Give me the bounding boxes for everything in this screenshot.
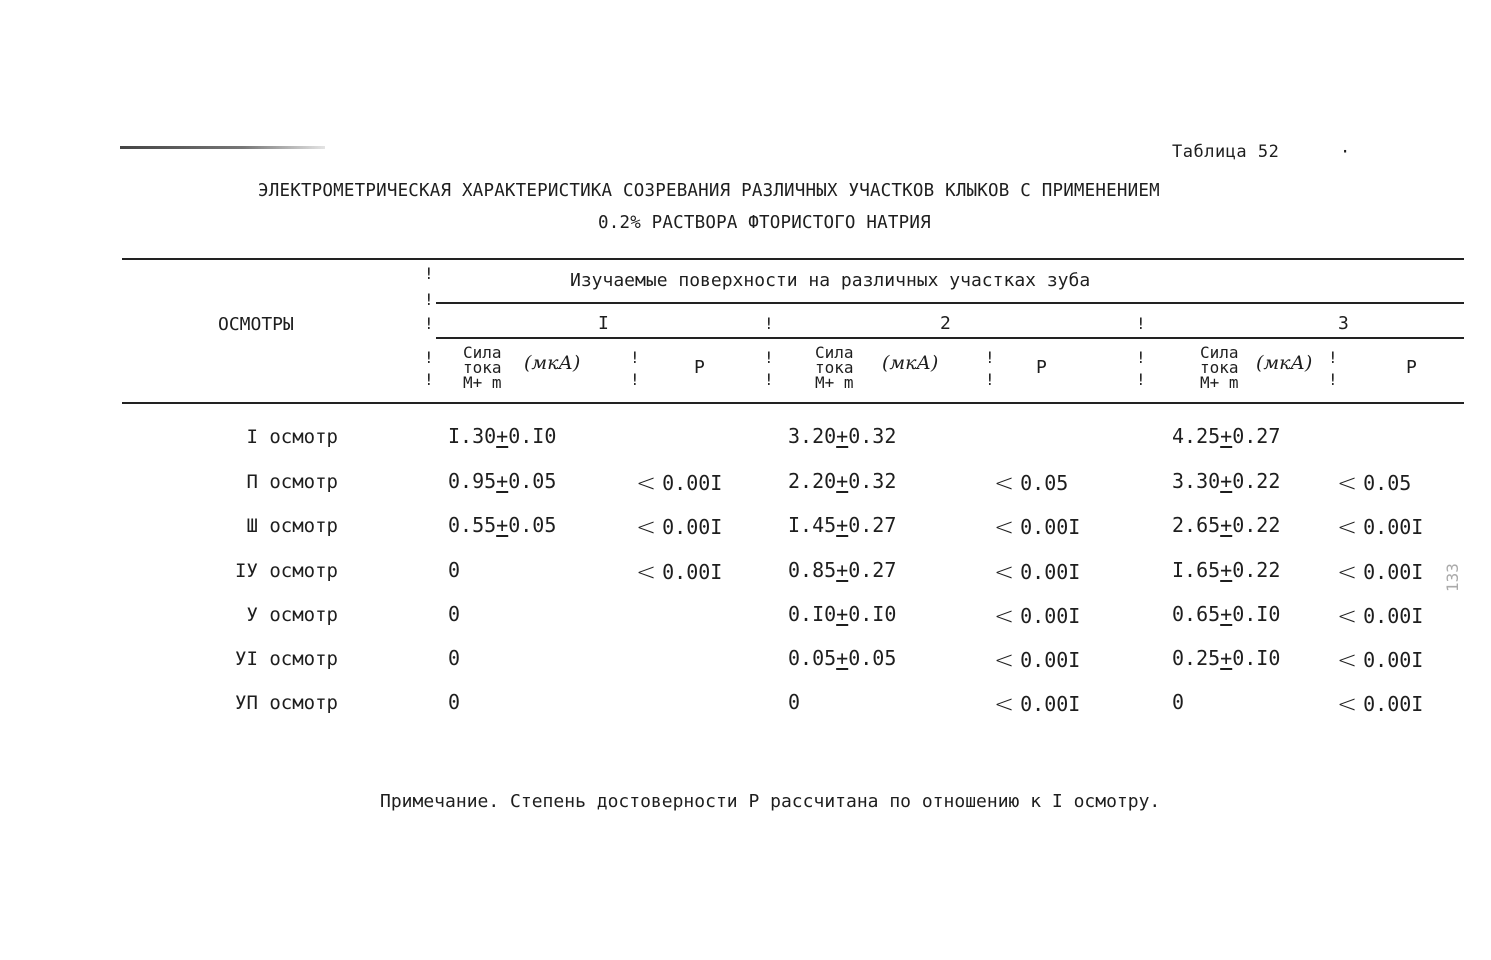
- p-number: 0.00I: [1363, 604, 1424, 628]
- current-label-s3-line2: тока: [1200, 358, 1239, 377]
- less-than-sign: <: [1337, 469, 1358, 497]
- separator-mark: !: [424, 348, 434, 367]
- row-label: У осмотр: [246, 604, 338, 626]
- current-value-section-1: I.30+0.I0: [448, 424, 557, 448]
- separator-mark: !: [1136, 370, 1146, 389]
- separator-mark: !: [630, 348, 640, 367]
- p-value-section-1: [636, 469, 722, 497]
- current-value-section-2: 2.20+0.32: [788, 469, 897, 493]
- current-unit-s2: (мкА): [882, 352, 939, 374]
- less-than-sign: <: [1337, 602, 1358, 630]
- p-header-s3: P: [1406, 357, 1417, 378]
- p-number: 0.00I: [1020, 515, 1081, 539]
- current-value-section-1: 0: [448, 602, 461, 626]
- less-than-sign: <: [994, 558, 1015, 586]
- less-than-sign: <: [636, 513, 657, 541]
- separator-mark: !: [630, 370, 640, 389]
- less-than-sign: <: [1337, 513, 1358, 541]
- separator-mark: !: [1136, 314, 1146, 333]
- p-number: 0.00I: [1020, 692, 1081, 716]
- p-number: 0.00I: [1020, 648, 1081, 672]
- current-value-section-1: 0.95+0.05: [448, 469, 557, 493]
- less-than-sign: <: [1337, 690, 1358, 718]
- current-label-s2-line2: тока: [815, 358, 854, 377]
- p-value-section-3: [1337, 558, 1423, 586]
- separator-mark: !: [424, 370, 434, 389]
- current-label-s2-line3: M+ m: [815, 373, 854, 392]
- current-value-section-2: 0.05+0.05: [788, 646, 897, 670]
- p-number: 0.00I: [1363, 560, 1424, 584]
- separator-mark: !: [424, 314, 434, 333]
- separator-mark: !: [1328, 348, 1338, 367]
- p-number: 0.00I: [662, 471, 723, 495]
- separator-mark: !: [764, 314, 774, 333]
- less-than-sign: <: [636, 558, 657, 586]
- p-value-section-3: [1337, 513, 1423, 541]
- p-number: 0.00I: [1363, 692, 1424, 716]
- less-than-sign: <: [994, 469, 1015, 497]
- p-value-section-2: [994, 513, 1080, 541]
- p-number: 0.00I: [1363, 515, 1424, 539]
- row-label: П осмотр: [246, 471, 338, 493]
- row-label: УП осмотр: [235, 692, 338, 714]
- margin-page-mark: 133: [1442, 563, 1462, 592]
- separator-mark: !: [1328, 370, 1338, 389]
- separator-mark: !: [424, 264, 434, 283]
- current-label-s1-line1: Сила: [463, 343, 502, 362]
- separator-mark: !: [985, 370, 995, 389]
- p-number: 0.00I: [1020, 604, 1081, 628]
- p-header-s2: P: [1036, 357, 1047, 378]
- row-label: УI осмотр: [235, 648, 338, 670]
- less-than-sign: <: [994, 646, 1015, 674]
- less-than-sign: <: [1337, 558, 1358, 586]
- current-label-s2-line1: Сила: [815, 343, 854, 362]
- current-value-section-2: 0: [788, 690, 801, 714]
- table-number-dot: ·: [1340, 142, 1351, 162]
- p-value-section-3: [1337, 469, 1411, 497]
- current-value-section-1: 0: [448, 690, 461, 714]
- p-value-section-1: [636, 558, 722, 586]
- pen-stroke-decoration: [120, 146, 325, 149]
- current-label-s3-line1: Сила: [1200, 343, 1239, 362]
- p-value-section-2: [994, 690, 1080, 718]
- less-than-sign: <: [1337, 646, 1358, 674]
- current-unit-s3: (мкА): [1256, 352, 1313, 374]
- less-than-sign: <: [636, 469, 657, 497]
- p-value-section-3: [1337, 690, 1423, 718]
- row-label: Ш осмотр: [246, 515, 338, 537]
- current-value-section-3: 3.30+0.22: [1172, 469, 1281, 493]
- current-value-section-3: 4.25+0.27: [1172, 424, 1281, 448]
- section-header-1: I: [598, 313, 609, 334]
- current-value-section-1: 0: [448, 558, 461, 582]
- section-header-2: 2: [940, 313, 951, 334]
- current-value-section-3: 0.25+0.I0: [1172, 646, 1281, 670]
- current-value-section-3: 2.65+0.22: [1172, 513, 1281, 537]
- current-label-s3-line3: M+ m: [1200, 373, 1239, 392]
- p-value-section-3: [1337, 602, 1423, 630]
- p-number: 0.05: [1020, 471, 1069, 495]
- current-value-section-1: 0: [448, 646, 461, 670]
- current-label-s1-line2: тока: [463, 358, 502, 377]
- p-value-section-3: [1337, 646, 1423, 674]
- current-value-section-3: 0.65+0.I0: [1172, 602, 1281, 626]
- current-value-section-2: 0.I0+0.I0: [788, 602, 897, 626]
- p-number: 0.00I: [662, 515, 723, 539]
- table-header-bottom-rule: [122, 402, 1464, 404]
- current-value-section-2: I.45+0.27: [788, 513, 897, 537]
- p-number: 0.05: [1363, 471, 1412, 495]
- less-than-sign: <: [994, 513, 1015, 541]
- separator-mark: !: [985, 348, 995, 367]
- table-title-line2: 0.2% РАСТВОРА ФТОРИСТОГО НАТРИЯ: [598, 213, 931, 233]
- current-value-section-3: 0: [1172, 690, 1185, 714]
- current-value-section-2: 3.20+0.32: [788, 424, 897, 448]
- less-than-sign: <: [994, 690, 1015, 718]
- surfaces-group-header: Изучаемые поверхности на различных участках зуба: [570, 270, 1091, 291]
- current-unit-s1: (мкА): [524, 352, 581, 374]
- row-label: IУ осмотр: [235, 560, 338, 582]
- section-header-3: 3: [1338, 313, 1349, 334]
- current-value-section-2: 0.85+0.27: [788, 558, 897, 582]
- p-number: 0.00I: [662, 560, 723, 584]
- current-label-s1-line3: M+ m: [463, 373, 502, 392]
- p-value-section-2: [994, 469, 1068, 497]
- separator-mark: !: [764, 370, 774, 389]
- separator-mark: !: [764, 348, 774, 367]
- table-footnote: Примечание. Степень достоверности P рассчитана по отношению к I осмотру.: [380, 791, 1161, 812]
- separator-mark: !: [424, 290, 434, 309]
- current-value-section-3: I.65+0.22: [1172, 558, 1281, 582]
- p-value-section-2: [994, 646, 1080, 674]
- current-value-section-1: 0.55+0.05: [448, 513, 557, 537]
- separator-mark: !: [1136, 348, 1146, 367]
- p-number: 0.00I: [1020, 560, 1081, 584]
- p-value-section-2: [994, 558, 1080, 586]
- table-header-rule-2: [436, 337, 1464, 339]
- table-header-rule-1: [436, 302, 1464, 304]
- row-label: I осмотр: [246, 426, 338, 448]
- p-value-section-2: [994, 602, 1080, 630]
- rows-header-label: ОСМОТРЫ: [218, 314, 294, 335]
- table-number: Таблица 52: [1172, 142, 1280, 162]
- p-header-s1: P: [694, 357, 705, 378]
- less-than-sign: <: [994, 602, 1015, 630]
- table-title-line1: ЭЛЕКТРОМЕТРИЧЕСКАЯ ХАРАКТЕРИСТИКА СОЗРЕВАНИЯ РАЗЛИЧНЫХ УЧАСТКОВ КЛЫКОВ С ПРИМЕНЕНИЕМ: [258, 181, 1160, 201]
- p-number: 0.00I: [1363, 648, 1424, 672]
- table-top-rule: [122, 258, 1464, 260]
- p-value-section-1: [636, 513, 722, 541]
